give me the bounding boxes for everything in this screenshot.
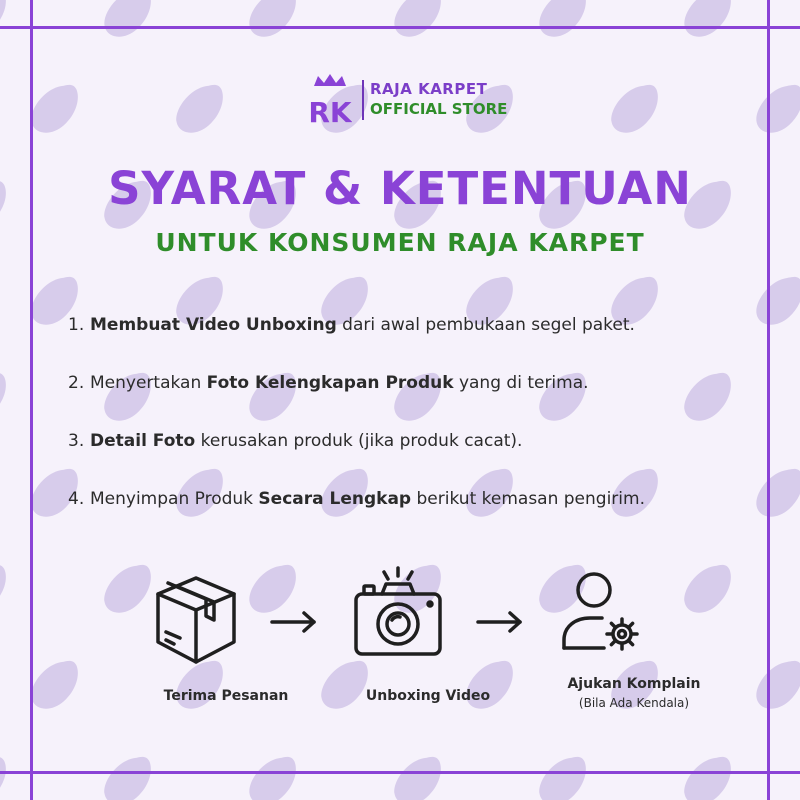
term-text-bold: Membuat Video Unboxing (90, 315, 337, 335)
term-text-bold: Foto Kelengkapan Produk (206, 373, 454, 393)
camera-icon (350, 566, 446, 666)
flow-step-label: Ajukan Komplain (567, 676, 701, 692)
flow-step-label: Unboxing Video (365, 688, 491, 704)
term-number: 1. (68, 315, 85, 335)
flow-step-label: Terima Pesanan (163, 688, 289, 704)
page-title: SYARAT & KETENTUAN (108, 162, 692, 215)
term-item (68, 428, 748, 454)
crown-monogram-logo (308, 72, 352, 128)
process-flow (0, 566, 800, 726)
term-text-before: Menyertakan (90, 373, 207, 393)
term-text-after: berikut kemasan pengirim. (411, 489, 645, 509)
brand-tagline: OFFICIAL STORE (370, 100, 508, 118)
term-number: 4. (68, 489, 85, 509)
term-text-bold: Detail Foto (90, 431, 196, 451)
page-subtitle: UNTUK KONSUMEN RAJA KARPET (155, 228, 645, 257)
term-number: 2. (68, 373, 85, 393)
user-gear-icon (556, 566, 652, 666)
term-text-before: Menyimpan Produk (90, 489, 259, 509)
terms-list (68, 312, 748, 544)
flow-step-note: (Bila Ada Kendala) (578, 696, 690, 710)
term-text-after: dari awal pembukaan segel paket. (336, 315, 635, 335)
term-text-bold: Secara Lengkap (258, 489, 412, 509)
logo-monogram-text: RK (308, 96, 352, 128)
package-box-icon (148, 566, 244, 666)
arrow-right-icon (474, 610, 526, 634)
flow-step-complaint (554, 566, 701, 726)
arrow-right-icon (268, 610, 320, 634)
term-item (68, 486, 748, 512)
term-item (68, 312, 748, 338)
term-number: 3. (68, 431, 85, 451)
term-text-after: yang di terima. (453, 373, 589, 393)
flow-step-unboxing (348, 566, 491, 706)
term-item (68, 370, 748, 396)
brand-name: RAJA KARPET (370, 80, 488, 98)
brand-logo (308, 72, 508, 128)
logo-divider (362, 80, 364, 120)
term-text-after: kerusakan produk (jika produk cacat). (195, 431, 523, 451)
flow-step-receive (146, 566, 289, 706)
